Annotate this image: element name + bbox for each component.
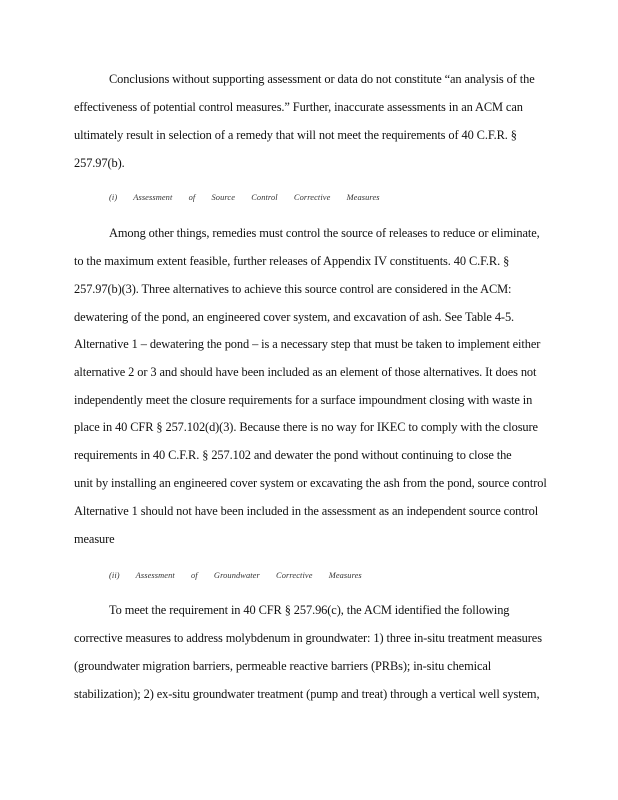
- paragraph-2-line-8: place in 40 CFR § 257.102(d)(3). Because there is no way for IKEC to comply with the closure: [74, 420, 538, 434]
- paragraph-2-line-12: measure: [74, 532, 115, 546]
- paragraph-2-line-4: dewatering of the pond, an engineered cover system, and excavation of ash. See Table 4-5.: [74, 310, 515, 324]
- paragraph-1-line-2: effectiveness of potential control measures.” Further, inaccurate assessments in an ACM can: [74, 100, 523, 114]
- paragraph-1-line-3: ultimately result in selection of a remedy that will not meet the requirements of 40 C.F.R. §: [74, 128, 517, 142]
- paragraph-2-line-2: to the maximum extent feasible, further releases of Appendix IV constituents. 40 C.F.R. §: [74, 254, 510, 268]
- paragraph-2-line-1: Among other things, remedies must control the source of releases to reduce or eliminate,: [109, 226, 540, 240]
- paragraph-3-line-1: To meet the requirement in 40 CFR § 257.96(c), the ACM identified the following: [109, 603, 510, 617]
- paragraph-1-line-1: Conclusions without supporting assessment or data do not constitute “an analysis of the: [109, 72, 535, 86]
- paragraph-2-line-5: Alternative 1 – dewatering the pond – is a necessary step that must be taken to implement either: [74, 337, 541, 351]
- paragraph-1-line-4: 257.97(b).: [74, 156, 125, 170]
- paragraph-2-line-10: unit by installing an engineered cover system or excavating the ash from the pond, source control: [74, 476, 547, 490]
- section-heading-source-control: (i) Assessment of Source Control Corrective Measures: [109, 193, 380, 202]
- paragraph-2-line-9: requirements in 40 C.F.R. § 257.102 and dewater the pond without continuing to close the: [74, 448, 512, 462]
- paragraph-2-line-11: Alternative 1 should not have been included in the assessment as an independent source control: [74, 504, 539, 518]
- section-heading-groundwater: (ii) Assessment of Groundwater Corrective Measures: [109, 571, 362, 580]
- paragraph-2-line-6: alternative 2 or 3 and should have been included as an element of those alternatives. It does not: [74, 365, 537, 379]
- paragraph-3-line-4: stabilization); 2) ex-situ groundwater treatment (pump and treat) through a vertical well system,: [74, 687, 540, 701]
- paragraph-2-line-3: 257.97(b)(3). Three alternatives to achieve this source control are considered in the ACM:: [74, 282, 512, 296]
- paragraph-3-line-2: corrective measures to address molybdenum in groundwater: 1) three in-situ treatment measures: [74, 631, 542, 645]
- paragraph-2-line-7: independently meet the closure requirements for a surface impoundment closing with waste in: [74, 393, 533, 407]
- paragraph-3-line-3: (groundwater migration barriers, permeable reactive barriers (PRBs); in-situ chemical: [74, 659, 492, 673]
